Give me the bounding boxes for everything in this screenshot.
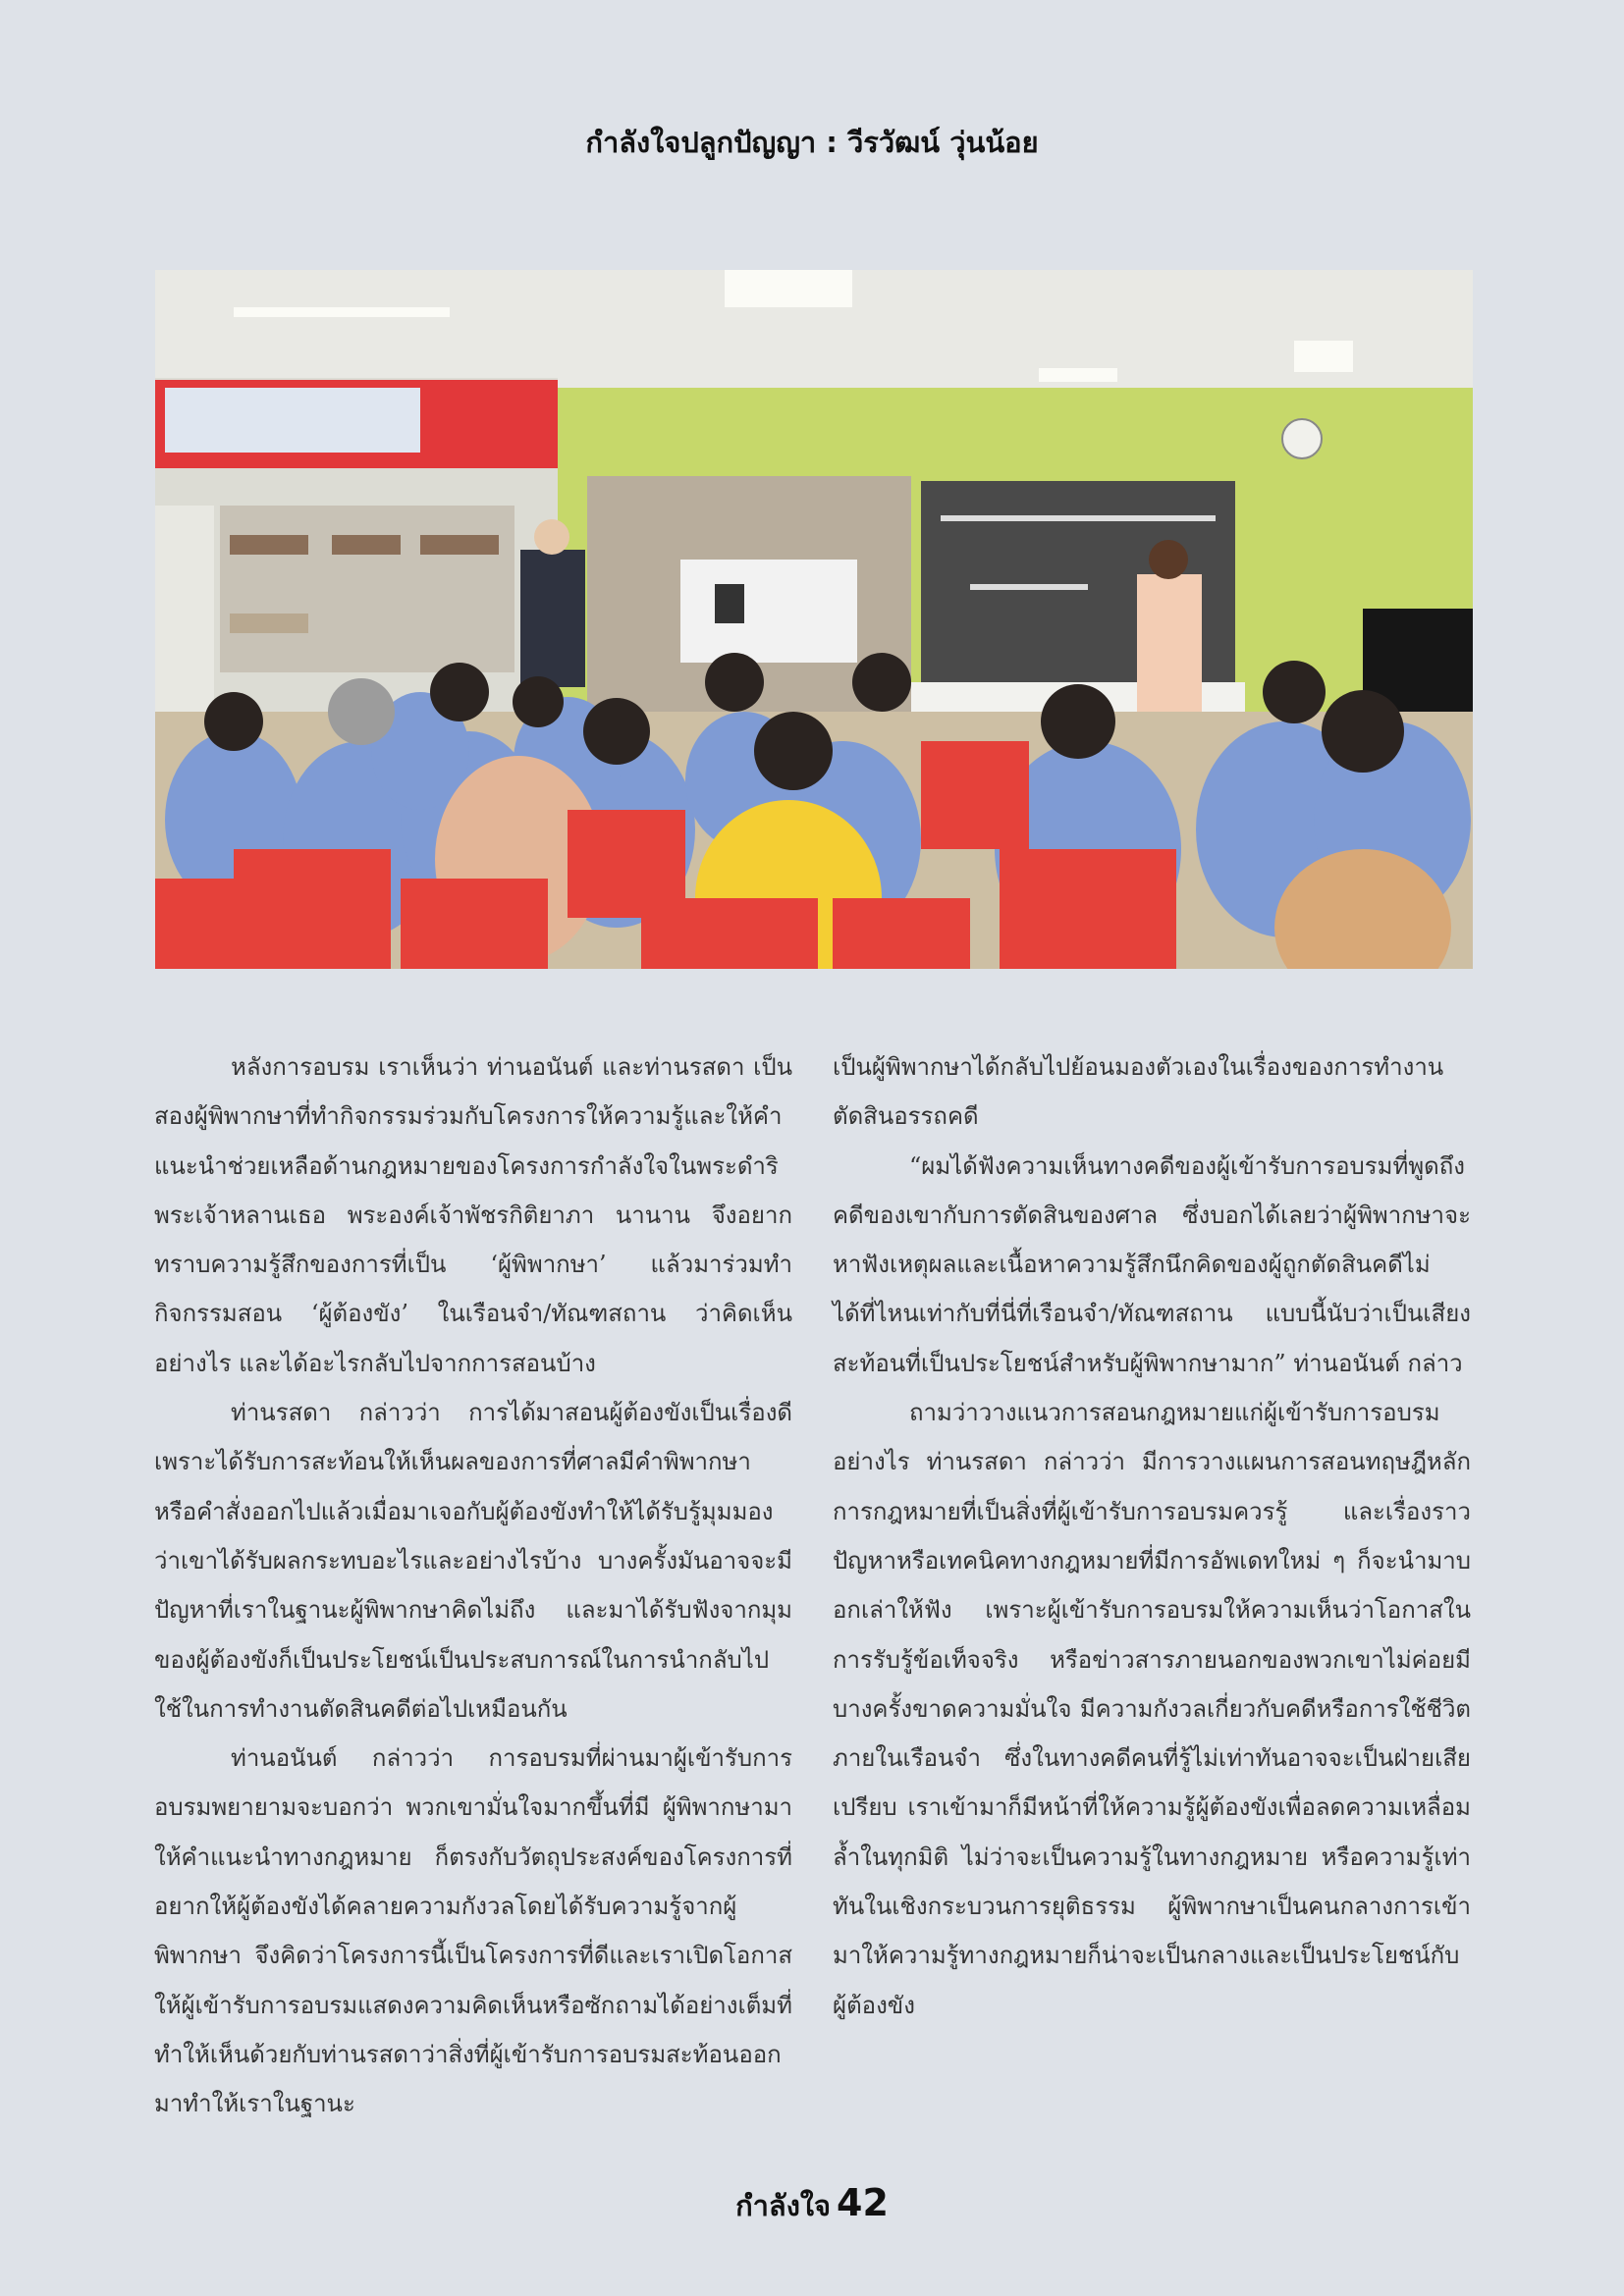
- article-column-left: [154, 1042, 792, 2129]
- page-number: 42: [837, 2181, 889, 2224]
- article-column-right: [833, 1042, 1471, 2030]
- footer-label: กำลังใจ: [735, 2189, 832, 2222]
- classroom-photo: [155, 270, 1473, 969]
- paragraph: ท่านรสดา กล่าวว่า การได้มาสอนผู้ต้องขังเป็นเรื่องดี เพราะได้รับการสะท้อนให้เห็นผลของการที่ศาลมีคำพิพากษาหรือคำสั่งออกไปแล้วเมื่อมาเจอกับผู้ต้องขังทำให้ได้รับรู้มุมมองว่าเขาได้รับผลกระทบอะไรและอย่างไรบ้าง บางครั้งมันอาจจะมีปัญหาที่เราในฐานะผู้พิพากษาคิดไม่ถึง และมาได้รับฟังจากมุมของผู้ต้องขังก็เป็นประโยชน์เป็นประสบการณ์ในการนำกลับไปใช้ในการทำงานตัดสินคดีต่อไปเหมือนกัน: [154, 1399, 792, 1723]
- page-footer: [0, 2181, 1624, 2228]
- paragraph: เป็นผู้พิพากษาได้กลับไปย้อนมองตัวเองในเรื่องของการทำงานตัดสินอรรถคดี: [833, 1053, 1444, 1131]
- running-header: กำลังใจปลูกปัญญา : วีรวัฒน์ วุ่นน้อย: [585, 126, 1039, 159]
- paragraph: หลังการอบรม เราเห็นว่า ท่านอนันต์ และท่านรสดา เป็นสองผู้พิพากษาที่ทำกิจกรรมร่วมกับโครงการให้ความรู้และให้คำแนะนำช่วยเหลือด้านกฎหมายของโครงการกำลังใจในพระดำริพระเจ้าหลานเธอ พระองค์เจ้าพัชรกิติยาภา นานาน จึงอยากทราบความรู้สึกของการที่เป็น ‘ผู้พิพากษา’ แล้วมาร่วมทำกิจกรรมสอน ‘ผู้ต้องขัง’ ในเรือนจำ/ทัณฑสถาน ว่าคิดเห็นอย่างไร และได้อะไรกลับไปจากการสอนบ้าง: [154, 1053, 792, 1377]
- paragraph: ถามว่าวางแนวการสอนกฎหมายแก่ผู้เข้ารับการอบรมอย่างไร ท่านรสดา กล่าวว่า มีการวางแผนการสอนทฤษฎีหลักการกฎหมายที่เป็นสิ่งที่ผู้เข้ารับการอบรมควรรู้ และเรื่องราวปัญหาหรือเทคนิคทางกฎหมายที่มีการอัพเดทใหม่ ๆ ก็จะนำมาบอกเล่าให้ฟัง เพราะผู้เข้ารับการอบรมให้ความเห็นว่าโอกาสในการรับรู้ข้อเท็จจริง หรือข่าวสารภายนอกของพวกเขาไม่ค่อยมี บางครั้งขาดความมั่นใจ มีความกังวลเกี่ยวกับคดีหรือการใช้ชีวิตภายในเรือนจำ ซึ่งในทางคดีคนที่รู้ไม่เท่าทันอาจจะเป็นฝ่ายเสียเปรียบ เราเข้ามาก็มีหน้าที่ให้ความรู้ผู้ต้องขังเพื่อลดความเหลื่อมล้ำในทุกมิติ ไม่ว่าจะเป็นความรู้ในทางกฎหมาย หรือความรู้เท่าทันในเชิงกระบวนการยุติธรรม ผู้พิพากษาเป็นคนกลางการเข้ามาให้ความรู้ทางกฎหมายก็น่าจะเป็นกลางและเป็นประโยชน์กับผู้ต้องขัง: [833, 1399, 1471, 2019]
- paragraph: “ผมได้ฟังความเห็นทางคดีของผู้เข้ารับการอบรมที่พูดถึงคดีของเขากับการตัดสินของศาล ซึ่งบอกได้เลยว่าผู้พิพากษาจะหาฟังเหตุผลและเนื้อหาความรู้สึกนึกคิดของผู้ถูกตัดสินคดีไม่ได้ที่ไหนเท่ากับที่นี่ที่เรือนจำ/ทัณฑสถาน แบบนี้นับว่าเป็นเสียงสะท้อนที่เป็นประโยชน์สำหรับผู้พิพากษามาก” ท่านอนันต์ กล่าว: [833, 1151, 1471, 1377]
- paragraph: ท่านอนันต์ กล่าวว่า การอบรมที่ผ่านมาผู้เข้ารับการอบรมพยายามจะบอกว่า พวกเขามั่นใจมากขึ้นที่มี ผู้พิพากษามาให้คำแนะนำทางกฎหมาย ก็ตรงกับวัตถุประสงค์ของโครงการที่อยากให้ผู้ต้องขังได้คลายความกังวลโดยได้รับความรู้จากผู้พิพากษา จึงคิดว่าโครงการนี้เป็นโครงการที่ดีและเราเปิดโอกาสให้ผู้เข้ารับการอบรมแสดงความคิดเห็นหรือซักถามได้อย่างเต็มที่ ทำให้เห็นด้วยกับท่านรสดาว่าสิ่งที่ผู้เข้ารับการอบรมสะท้อนออกมาทำให้เราในฐานะ: [154, 1744, 792, 2118]
